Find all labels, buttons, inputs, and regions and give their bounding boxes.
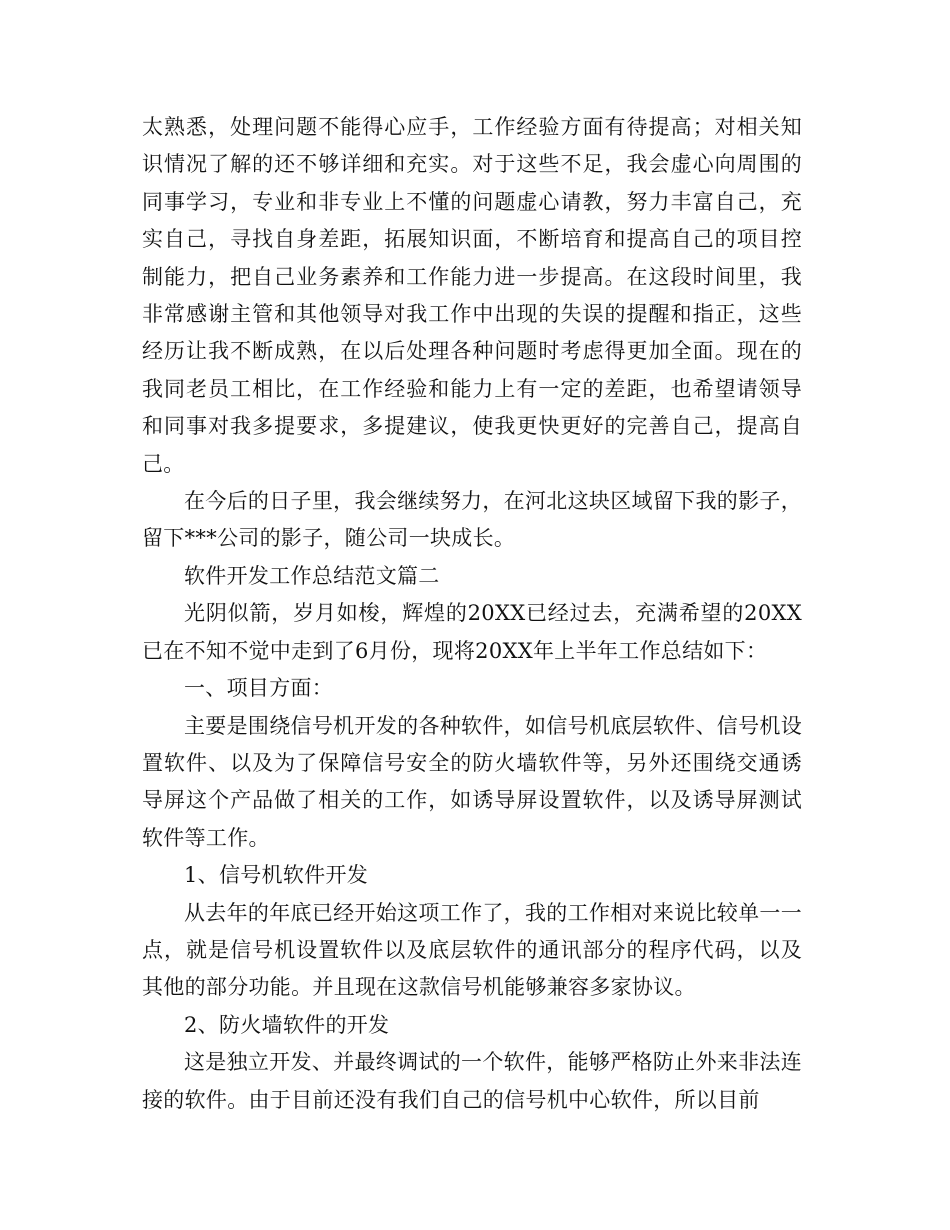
paragraph-signal-software: 从去年的年底已经开始这项工作了，我的工作相对来说比较单一一点，就是信号机设置软件以及底层软件的通讯部分的程序代码，以及其他的部分功能。并且现在这款信号机能够兼容多家协议。 [142,900,802,1000]
heading-firewall-software: 2、防火墙软件的开发 [184,1012,390,1037]
heading-projects: 一、项目方面： [184,676,334,701]
paragraph-intro: 光阴似箭，岁月如梭，辉煌的20XX已经过去，充满希望的20XX已在不知不觉中走到了6月份，现将20XX年上半年工作总结如下： [142,601,802,663]
section-title: 软件开发工作总结范文篇二 [184,563,440,588]
paragraph-projects: 主要是围绕信号机开发的各种软件，如信号机底层软件、信号机设置软件、以及为了保障信号安全的防火墙软件等，另外还围绕交通诱导屏这个产品做了相关的工作，如诱导屏设置软件，以及诱导屏测试软件等工作。 [142,713,802,850]
heading-signal-software: 1、信号机软件开发 [184,863,369,888]
paragraph-firewall-software: 这是独立开发、并最终调试的一个软件，能够严格防止外来非法连接的软件。由于目前还没有我们自己的信号机中心软件，所以目前 [142,1050,802,1112]
paragraph-continuation: 太熟悉，处理问题不能得心应手，工作经验方面有待提高；对相关知识情况了解的还不够详细和充实。对于这些不足，我会虚心向周围的同事学习，专业和非专业上不懂的问题虚心请教，努力丰富自己，充实自己，寻找自身差距，拓展知识面，不断培育和提高自己的项目控制能力，把自己业务素养和工作能力进一步提高。在这段时间里，我非常感谢主管和其他领导对我工作中出现的失误的提醒和指正，这些经历让我不断成熟，在以后处理各种问题时考虑得更加全面。现在的我同老员工相比，在工作经验和能力上有一定的差距，也希望请领导和同事对我多提要求，多提建议，使我更快更好的完善自己，提高自己。 [142,115,802,476]
document-body [142,109,802,1119]
paragraph-future-plans: 在今后的日子里，我会继续努力，在河北这块区域留下我的影子，留下***公司的影子，随公司一块成长。 [142,489,802,551]
